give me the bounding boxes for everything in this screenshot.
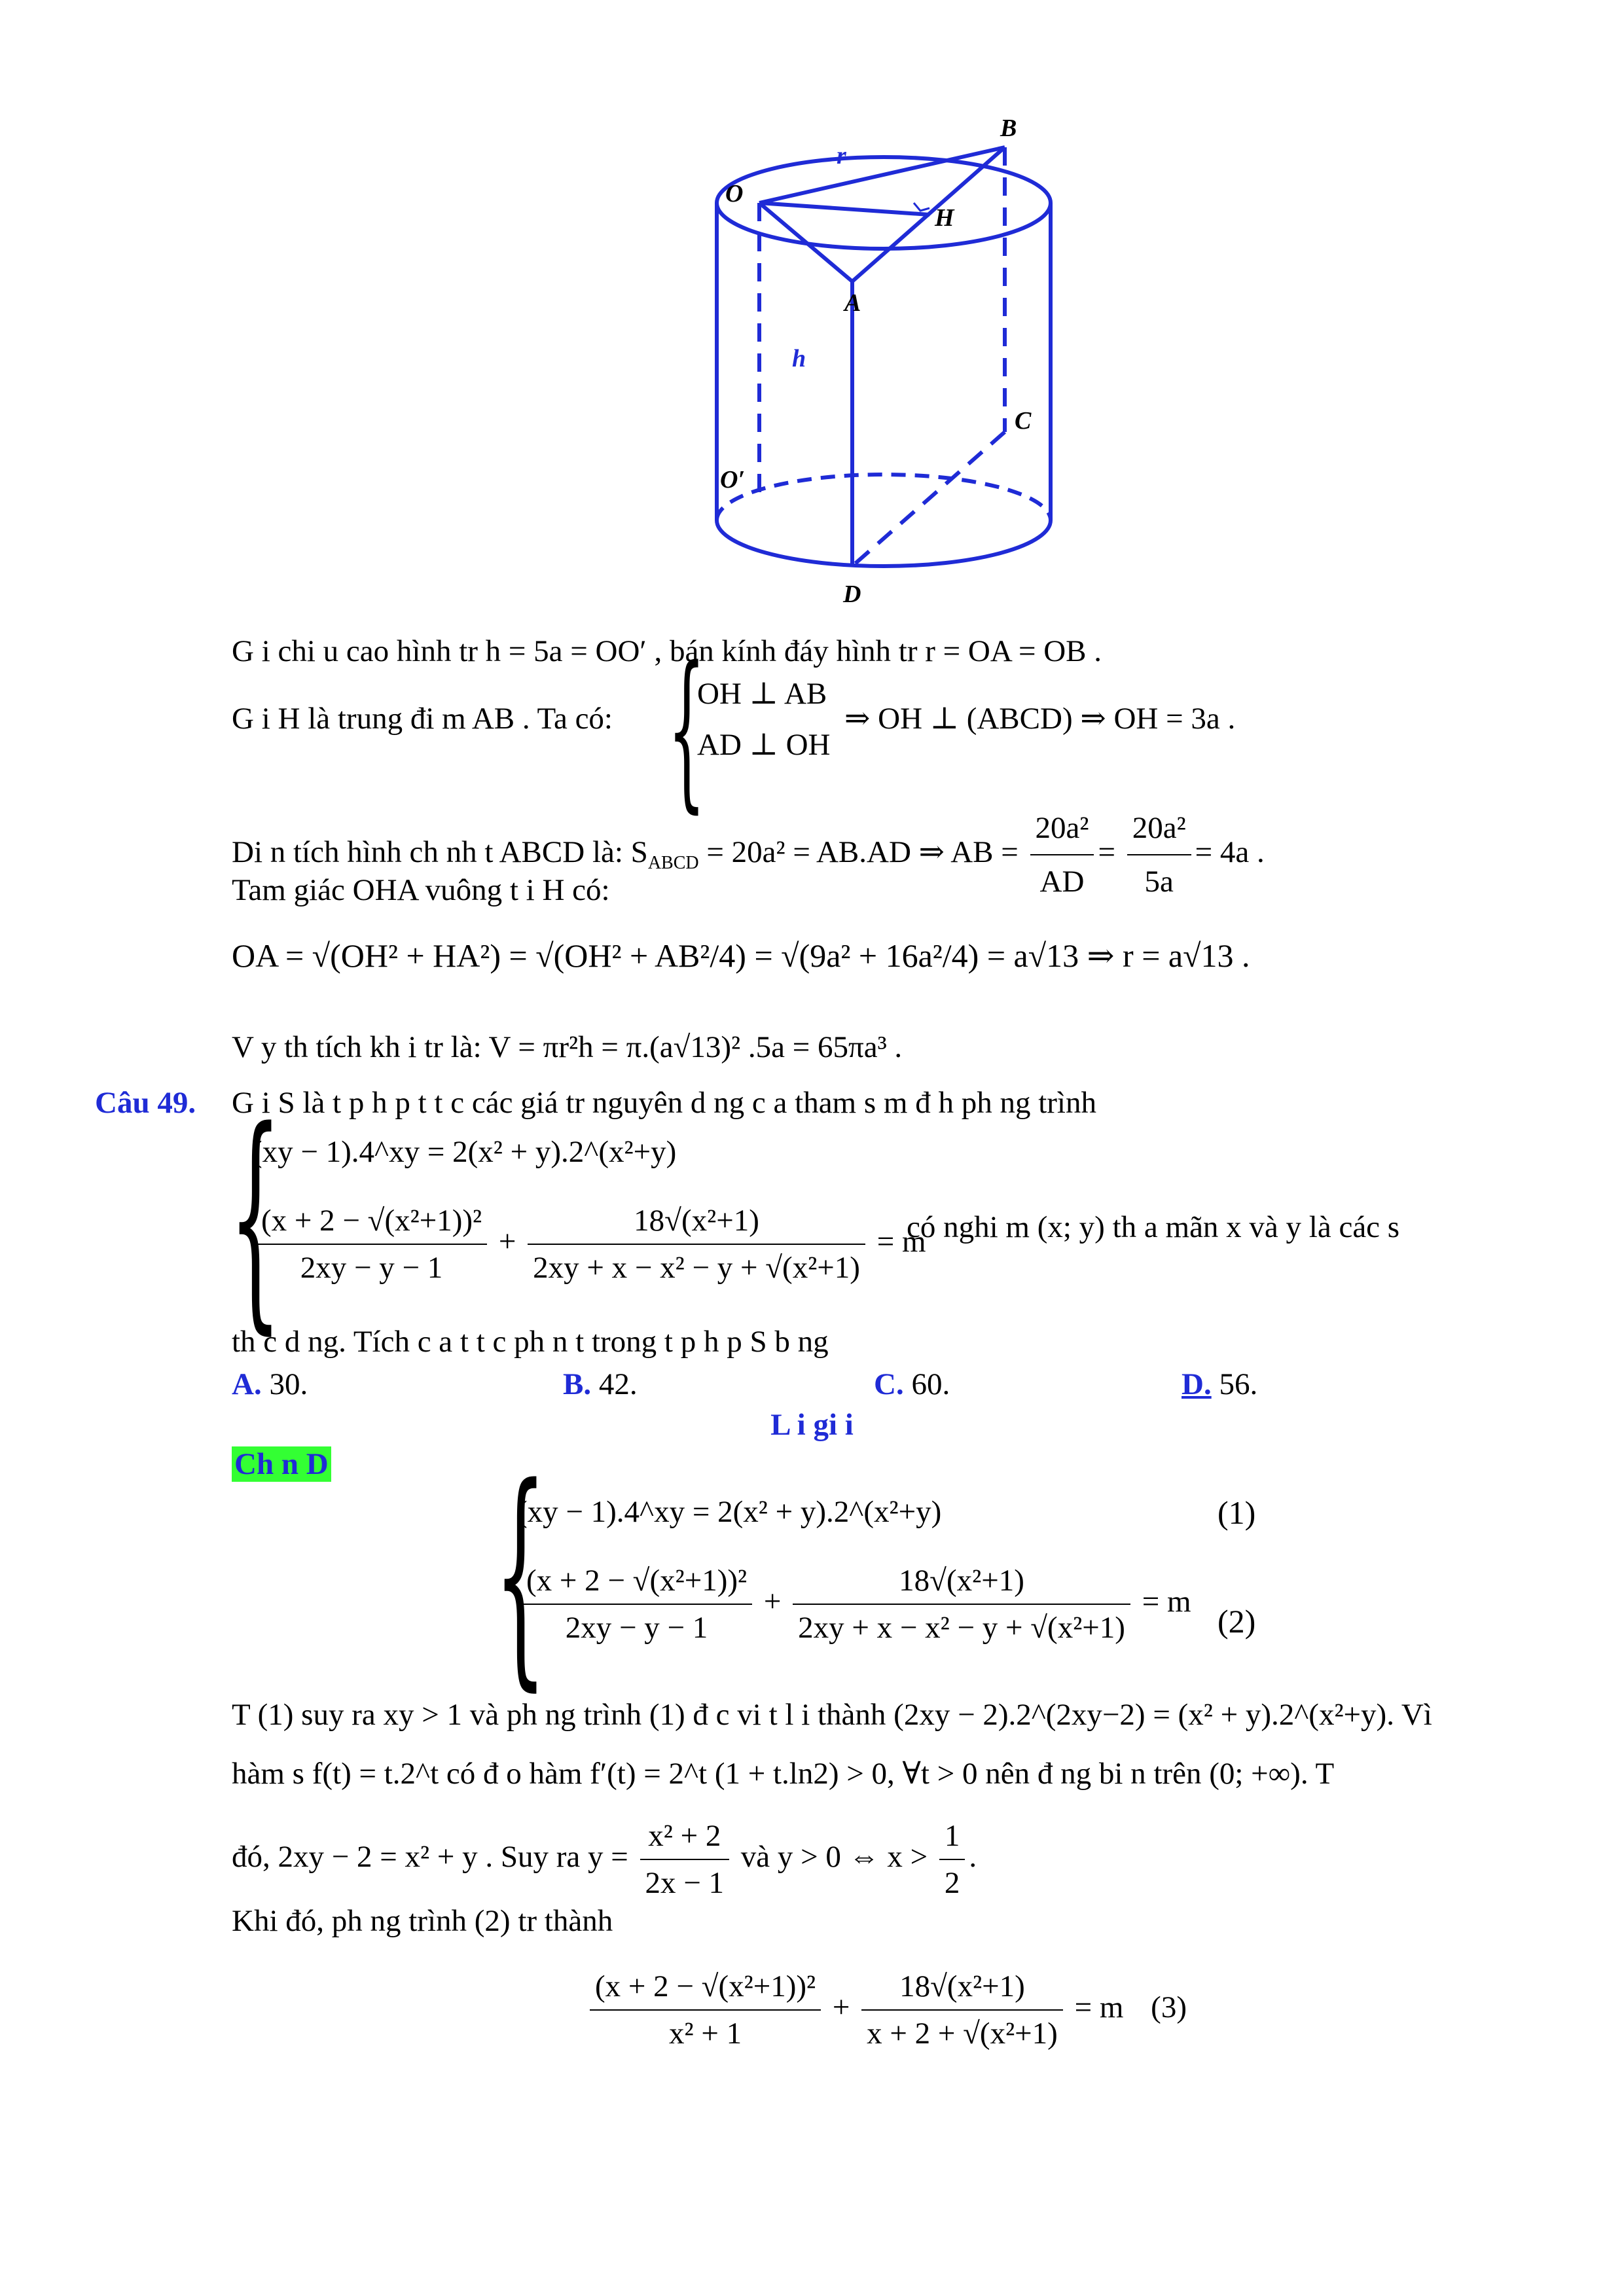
sys-eq1: (xy − 1).4^xy = 2(x² + y).2^(x²+y): [517, 1495, 942, 1529]
sol49-p1: T (1) suy ra xy > 1 và ph ng trình (1) đ c vi t l i thành (2xy − 2).2^(2xy−2) = (x² + y).2^(x²+y). Vì: [232, 1698, 1432, 1732]
q49-eq2: $\frac{\text{(x + 2 − √(x²+1))²}}{2xy - y - 1}$ + $\frac{\text{18√(x²+1)}}{\text{2xy + x − x² − y + √(x²+1)}}$ = m: [252, 1198, 926, 1291]
sol48-line2-prefix: G i H là trung đi m AB . Ta có:: [232, 702, 613, 736]
sol48-line3-prefix: Di n tích hình ch nh t ABCD là: S: [232, 834, 648, 869]
q49-eq2-num1: (x + 2 − √(x²+1))²: [256, 1198, 487, 1245]
sol48-frac1: [1030, 802, 1094, 908]
sys-eq2-num1: (x + 2 − √(x²+1))²: [521, 1558, 752, 1605]
sol49-eq3: $\frac{\text{(x + 2 − √(x²+1))²}}{\text{x² + 1}}$ + $\frac{\text{18√(x²+1)}}{\text{x + 2 + √(x²+1)}}$ = m (3): [586, 1964, 1187, 2056]
sol49-p3-prefix: đó, 2xy − 2 = x² + y . Suy ra y =: [232, 1839, 628, 1874]
sol49-p3-frac2: [939, 1813, 965, 1906]
label-r: r: [837, 142, 846, 170]
sol49-eq3-den2: x + 2 + √(x²+1): [867, 2017, 1058, 2051]
label-H: H: [935, 204, 954, 232]
sol48-frac2-den: 5a: [1144, 865, 1174, 899]
sol49-eq3-frac2: [861, 1964, 1063, 2056]
sol48-line3-suffix: = 4a .: [1195, 834, 1265, 869]
segment-OA: [759, 203, 852, 281]
sol48-line2-suffix: ⇒ OH ⊥ (ABCD) ⇒ OH = 3a .: [844, 702, 1236, 736]
label-A: A: [844, 289, 861, 317]
solution-title: L i gi i: [770, 1408, 854, 1442]
sol49-p3-frac2-num: 1: [939, 1813, 965, 1860]
sol48-frac1-den: AD: [1039, 865, 1085, 899]
q49-eq1: (xy − 1).4^xy = 2(x² + y).2^(x²+y): [252, 1135, 677, 1169]
q49-brace: {: [229, 1080, 282, 1354]
question-49-label: Câu 49.: [95, 1086, 196, 1120]
label-h: h: [792, 345, 806, 372]
sol49-eq3-rhs: = m: [1074, 1990, 1124, 2024]
sol48-sys1: OH ⊥ AB: [697, 677, 827, 711]
sol48-line3-sub: ABCD: [647, 853, 699, 874]
q49-eq2-frac2: [528, 1198, 865, 1291]
sol49-eq3-label: (3): [1151, 1990, 1187, 2024]
sol48-line1: G i chi u cao hình tr h = 5a = OO′ , bán kính đáy hình tr r = OA = OB .: [232, 634, 1102, 668]
sol49-eq3-num2: 18√(x²+1): [861, 1964, 1063, 2011]
q49-eq2-frac1: [256, 1198, 487, 1291]
question-49-text1: G i S là t p h p t t c các giá tr nguyên d ng c a tham s m đ h ph ng trình: [232, 1086, 1096, 1120]
sol49-p4: Khi đó, ph ng trình (2) tr thành: [232, 1904, 613, 1938]
option-b-value: 42.: [598, 1367, 638, 1401]
label-D: D: [843, 581, 861, 608]
segment-OH: [759, 203, 929, 215]
q49-eq2-den1: 2xy − y − 1: [300, 1251, 443, 1285]
sol48-sys2: AD ⊥ OH: [697, 728, 831, 762]
sol49-p3-frac1-num: x² + 2: [640, 1813, 730, 1860]
sys-eq2-frac1: [521, 1558, 752, 1651]
sys-eq2-frac2: [793, 1558, 1130, 1651]
sol49-eq3-frac1: [590, 1964, 821, 2056]
answer-badge: Ch n D: [232, 1446, 331, 1482]
sol48-line3-mid: = 20a² = AB.AD ⇒ AB =: [698, 834, 1019, 869]
option-b-letter: B.: [563, 1367, 592, 1401]
sys-eq2-rhs: = m: [1142, 1584, 1191, 1619]
option-d[interactable]: [1182, 1365, 1257, 1404]
sol49-p3: [232, 1813, 977, 1906]
option-c-value: 60.: [911, 1367, 950, 1401]
sol48-line4: Tam giác OHA vuông t i H có:: [232, 873, 610, 907]
sys-eq2-den1: 2xy − y − 1: [565, 1611, 708, 1645]
option-d-value: 56.: [1219, 1367, 1258, 1401]
sol49-p3-frac1: [640, 1813, 730, 1906]
option-a[interactable]: [232, 1365, 308, 1404]
sol49-p3-suffix: .: [969, 1839, 977, 1874]
q49-eq2-rhs: = m: [876, 1224, 926, 1259]
sol48-line6: V y th tích kh i tr là: V = πr²h = π.(a√13)² .5a = 65πa³ .: [232, 1030, 903, 1064]
sys-label2: (2): [1218, 1603, 1256, 1640]
option-a-letter: A.: [232, 1367, 262, 1401]
label-B: B: [1000, 115, 1017, 142]
sys-label1: (1): [1218, 1494, 1256, 1531]
q49-eq2-num2: 18√(x²+1): [528, 1198, 865, 1245]
sol48-brace: {: [668, 631, 706, 829]
bottom-front-arc: [717, 520, 1051, 566]
sol48-line5: OA = √(OH² + HA²) = √(OH² + AB²/4) = √(9a² + 16a²/4) = a√13 ⇒ r = a√13 .: [232, 937, 1250, 974]
right-angle-mark: [914, 203, 929, 211]
sol49-p3-mid: và y > 0 ⇔ x >: [740, 1839, 928, 1874]
sys-eq2: $\frac{\text{(x + 2 − √(x²+1))²}}{2xy - y - 1}$ + $\frac{\text{18√(x²+1)}}{\text{2xy + x − x² − y + √(x²+1)}}$ = m: [517, 1558, 1191, 1651]
sol49-p3-frac1-den: 2x − 1: [645, 1866, 725, 1900]
sol49-eq3-den1: x² + 1: [669, 2017, 742, 2051]
q49-eq2-den2: 2xy + x − x² − y + √(x²+1): [533, 1251, 860, 1285]
cylinder-figure: [681, 105, 1087, 615]
option-c[interactable]: [874, 1365, 950, 1404]
option-d-letter: D.: [1182, 1367, 1212, 1401]
label-Oprime: O′: [720, 466, 746, 493]
bottom-back-arc: [717, 475, 1051, 520]
label-O: O: [725, 180, 744, 207]
sol49-p2: hàm s f(t) = t.2^t có đ o hàm f′(t) = 2^t (1 + t.ln2) > 0, ∀t > 0 nên đ ng bi n trên (0; +∞). T: [232, 1757, 1335, 1791]
option-a-value: 30.: [269, 1367, 308, 1401]
label-C: C: [1015, 407, 1032, 435]
sol49-p3-frac2-den: 2: [944, 1866, 960, 1900]
sol48-frac2: [1127, 802, 1191, 908]
sol48-line2: [232, 699, 613, 738]
sys-brace: {: [494, 1437, 547, 1711]
option-b[interactable]: [563, 1365, 638, 1404]
option-c-letter: C.: [874, 1367, 904, 1401]
sol48-line3-eq: =: [1098, 834, 1115, 869]
question-49-text3: th c d ng. Tích c a t t c ph n t trong t p h p S b ng: [232, 1325, 829, 1359]
sol48-frac2-num: 20a²: [1127, 802, 1191, 855]
sol48-frac1-num: 20a²: [1030, 802, 1094, 855]
segment-CD: [852, 432, 1005, 566]
sys-eq2-den2: 2xy + x − x² − y + √(x²+1): [798, 1611, 1125, 1645]
question-49-text2: có nghi m (x; y) th a mãn x và y là các s: [907, 1210, 1400, 1244]
sol49-eq3-num1: (x + 2 − √(x²+1))²: [590, 1964, 821, 2011]
sys-eq2-num2: 18√(x²+1): [793, 1558, 1130, 1605]
